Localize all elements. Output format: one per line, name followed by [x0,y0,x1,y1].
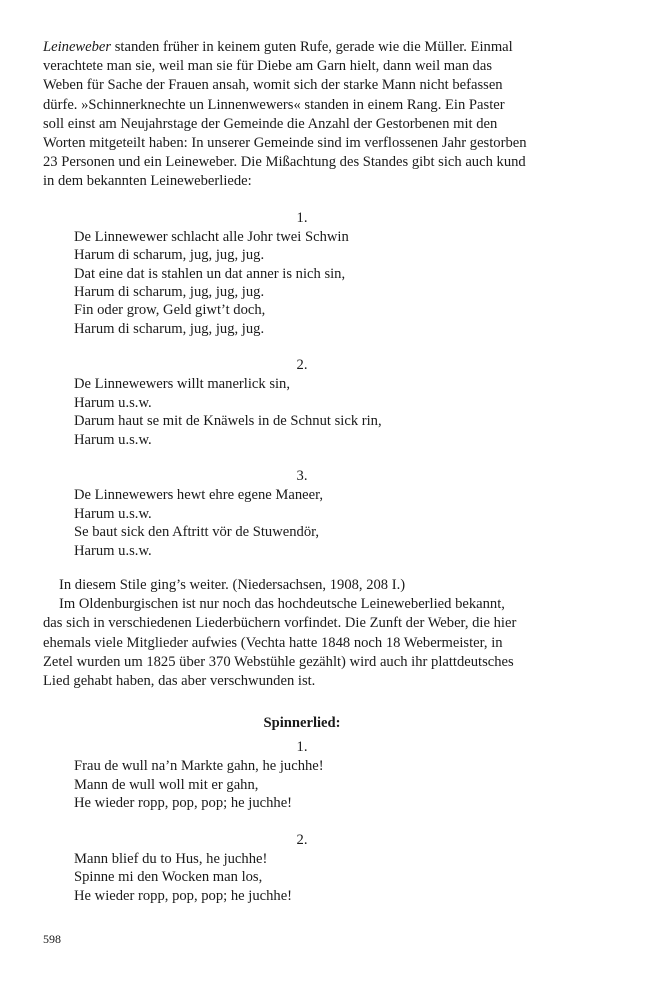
italic-term: Leineweber [43,39,112,55]
text-line: Weben für Sache der Frauen ansah, womit sich der starke Mann nicht befassen [43,77,503,94]
verse-number: 1. [296,739,308,756]
oldenburg-paragraph [43,595,551,691]
song-verse [43,831,551,905]
verse-line: He wieder ropp, pop, pop; he juchhe! [74,887,293,904]
text-line: Zetel wurden um 1825 über 370 Webstühle gezählt) wird auch ihr plattdeutsches [43,653,514,670]
verse-line: Harum di scharum, jug, jug, jug. [74,284,265,301]
song-title: Spinnerlied: [263,715,341,732]
verse-line: Harum u.s.w. [74,542,152,559]
text-line: verachtete man sie, weil man sie für Diebe am Garn hielt, dann weil man das [43,58,493,75]
verse-line: Fin oder grow, Geld giwt’t doch, [74,302,266,319]
verse-line: Harum u.s.w. [74,431,152,448]
verse-line: De Linnewewers willt manerlick sin, [74,376,291,393]
verse-line: Darum haut se mit de Knäwels in de Schnut sick rin, [74,413,382,430]
text-line: Worten mitgeteilt haben: In unserer Gemeinde sind im verflossenen Jahr gestorben [43,135,527,152]
verse-line: Harum di scharum, jug, jug, jug. [74,320,265,337]
text-line: Lied gehabt haben, das aber verschwunden ist. [43,672,316,689]
text-line: Im Oldenburgischen ist nur noch das hochdeutsche Leineweberlied bekannt, [59,596,505,613]
verse-line: De Linnewewers hewt ehre egene Maneer, [74,487,324,504]
intro-paragraph [43,38,551,192]
verse-number: 1. [296,209,308,226]
verse-line: Frau de wull na’n Markte gahn, he juchhe! [74,758,324,775]
verse-line: De Linnewewer schlacht alle Johr twei Schwin [74,228,349,245]
verse-line: Spinne mi den Wocken man los, [74,869,263,886]
verse-number: 2. [296,357,308,374]
song-verse [43,209,551,339]
verse-line: Harum u.s.w. [74,394,152,411]
song-verse [43,467,551,560]
song-verse [43,738,551,812]
song-verse [43,356,551,449]
text-line: soll einst am Neujahrstage der Gemeinde die Anzahl der Gestorbenen mit den [43,115,498,132]
text-line: Leineweber standen früher in keinem guten Rufe, gerade wie die Müller. Einmal [43,39,513,55]
page-content [43,38,551,905]
verse-number: 2. [296,831,308,848]
text-line: In diesem Stile ging’s weiter. (Niedersachsen, 1908, 208 I.) [59,576,406,593]
page-number: 598 [43,932,61,946]
text-line: dürfe. »Schinnerknechte un Linnenwewers« standen in einem Rang. Ein Paster [43,96,505,113]
text-line: ehemals viele Mitglieder aufwies (Vechta hatte 1848 noch 18 Webermeister, in [43,634,503,651]
text-line: in dem bekannten Leineweberliede: [43,173,252,190]
verse-line: Harum di scharum, jug, jug, jug. [74,247,265,264]
text-line: 23 Personen und ein Leineweber. Die Mißachtung des Standes gibt sich auch kund [43,154,526,171]
verse-line: He wieder ropp, pop, pop; he juchhe! [74,795,293,812]
verse-number: 3. [296,468,308,485]
verse-line: Harum u.s.w. [74,505,152,522]
verse-line: Mann de wull woll mit er gahn, [74,776,259,793]
verse-line: Se baut sick den Aftritt vör de Stuwendör, [74,524,320,541]
verse-line: Dat eine dat is stahlen un dat anner is nich sin, [74,265,346,282]
text-line: das sich in verschiedenen Liederbüchern vorfindet. Die Zunft der Weber, die hier [43,615,517,632]
verse-line: Mann blief du to Hus, he juchhe! [74,850,268,867]
middle-section [43,576,551,691]
